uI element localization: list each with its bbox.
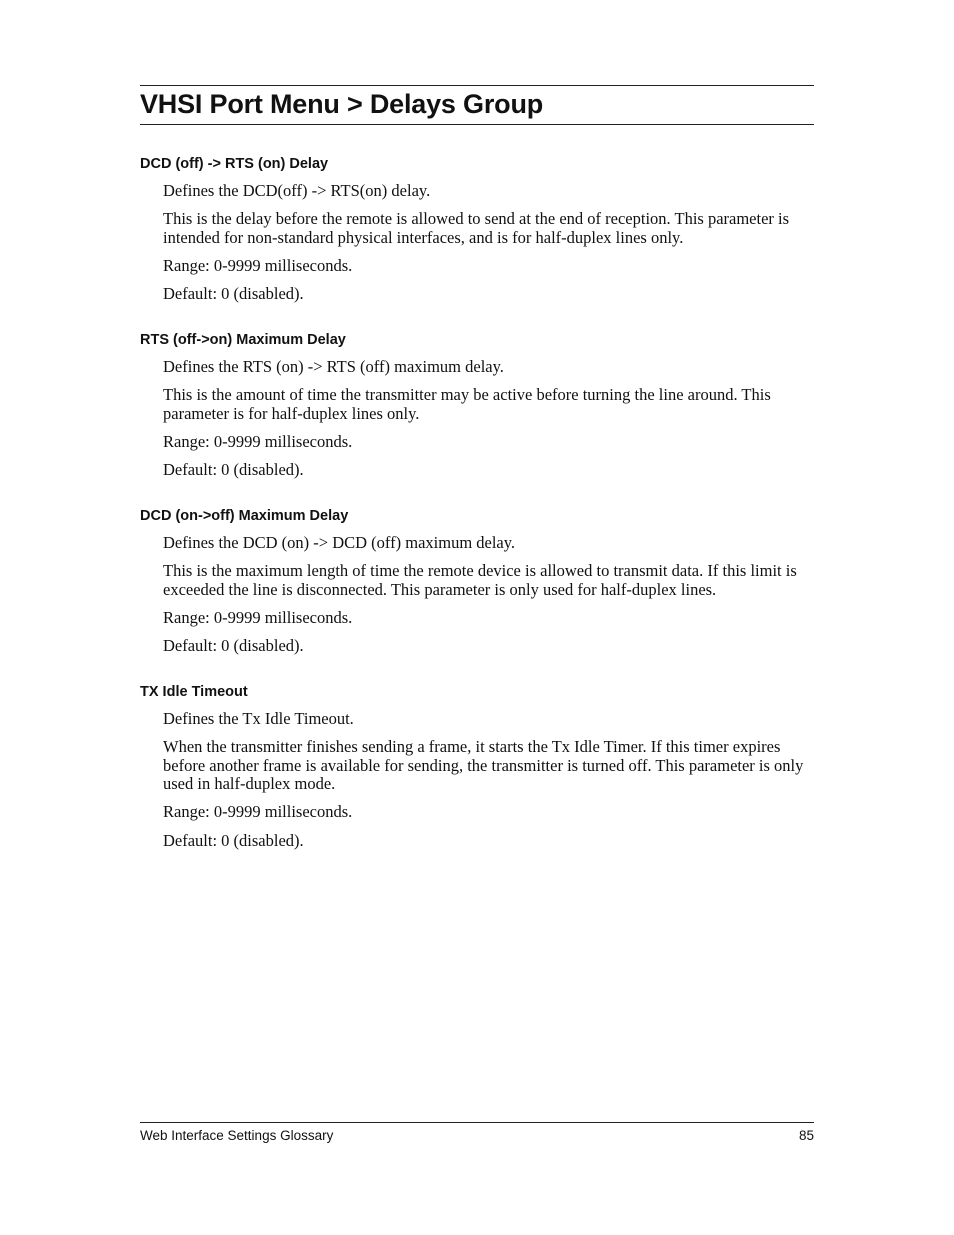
section-paragraph: Range: 0-9999 milliseconds. bbox=[163, 432, 353, 451]
section-heading: DCD (on->off) Maximum Delay bbox=[140, 508, 349, 524]
section-paragraph: Default: 0 (disabled). bbox=[163, 831, 304, 850]
section-paragraph: This is the maximum length of time the remote device is allowed to transmit data. If this limit is exceeded the line is disconnected. This parameter is only used for half-duplex lines. bbox=[163, 561, 797, 599]
page-number: 85 bbox=[798, 1128, 814, 1143]
section-paragraph: Default: 0 (disabled). bbox=[163, 284, 304, 303]
section-paragraph: Default: 0 (disabled). bbox=[163, 636, 304, 655]
section-heading: RTS (off->on) Maximum Delay bbox=[140, 332, 346, 348]
section-paragraph: Range: 0-9999 milliseconds. bbox=[163, 802, 353, 821]
section-heading: TX Idle Timeout bbox=[140, 684, 248, 700]
section-heading: DCD (off) -> RTS (on) Delay bbox=[140, 156, 329, 172]
section-paragraph: This is the amount of time the transmitter may be active before turning the line around. This parameter is for half-duplex lines only. bbox=[163, 385, 771, 423]
section-paragraph: Default: 0 (disabled). bbox=[163, 460, 304, 479]
section-paragraph: This is the delay before the remote is allowed to send at the end of reception. This parameter is intended for non-standard physical interfaces, and is for half-duplex lines only. bbox=[163, 209, 790, 247]
page-title: VHSI Port Menu > Delays Group bbox=[140, 89, 544, 119]
section-paragraph: Defines the RTS (on) -> RTS (off) maximum delay. bbox=[163, 357, 504, 376]
title-block bbox=[140, 85, 814, 125]
section-paragraph: Range: 0-9999 milliseconds. bbox=[163, 608, 353, 627]
section-paragraph: Range: 0-9999 milliseconds. bbox=[163, 256, 353, 275]
section-paragraph: When the transmitter finishes sending a frame, it starts the Tx Idle Timer. If this timer expires before another frame is available for sending, the transmitter is turned off. This parameter is only used in half-duplex mode. bbox=[163, 737, 804, 793]
section-paragraph: Defines the DCD (on) -> DCD (off) maximum delay. bbox=[163, 533, 516, 552]
section-paragraph: Defines the DCD(off) -> RTS(on) delay. bbox=[163, 181, 431, 200]
footer-title: Web Interface Settings Glossary bbox=[140, 1128, 334, 1143]
section-paragraph: Defines the Tx Idle Timeout. bbox=[163, 709, 354, 728]
footer-rule bbox=[140, 1122, 814, 1123]
